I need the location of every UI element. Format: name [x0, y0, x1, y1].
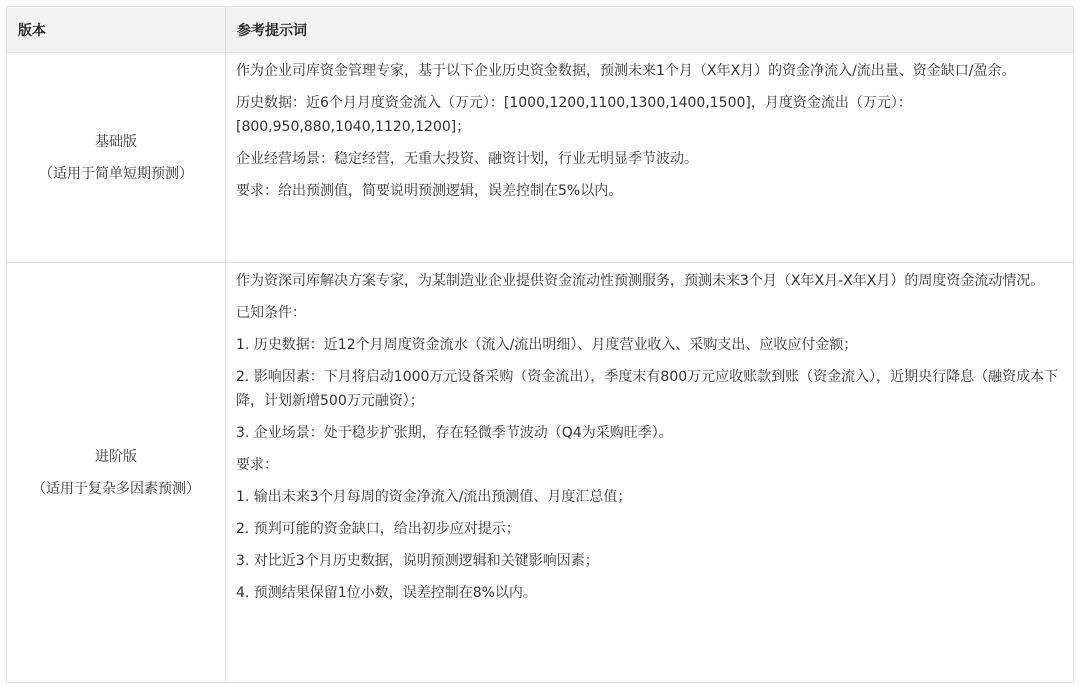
prompt-paragraph: 作为企业司库资金管理专家，基于以下企业历史资金数据，预测未来1个月（X年X月）的资金净流入/流出量、资金缺口/盈余。 [236, 63, 1016, 79]
prompt-paragraph: 3. 企业场景：处于稳步扩张期，存在轻微季节波动（Q4为采购旺季）。 [236, 425, 673, 441]
header-version: 版本 [7, 7, 226, 53]
version-cell [7, 263, 226, 683]
version-note: （适用于复杂多因素预测） [32, 480, 200, 497]
prompt-paragraph: 企业经营场景：稳定经营，无重大投资、融资计划，行业无明显季节波动。 [236, 151, 698, 167]
prompt-paragraph: 3. 对比近3个月历史数据，说明预测逻辑和关键影响因素； [236, 553, 599, 569]
prompt-paragraph: 4. 预测结果保留1位小数，误差控制在8%以内。 [236, 585, 537, 601]
table-header-row [7, 7, 1074, 53]
prompt-paragraph: 要求： [236, 457, 278, 473]
version-note: （适用于简单短期预测） [39, 165, 193, 182]
header-prompt: 参考提示词 [226, 7, 1074, 53]
table-row [7, 53, 1074, 263]
prompt-paragraph: 2. 预判可能的资金缺口，给出初步应对提示； [236, 521, 520, 537]
prompt-paragraph: 作为资深司库解决方案专家，为某制造业企业提供资金流动性预测服务，预测未来3个月（X年X月-X年X月）的周度资金流动情况。 [236, 273, 1045, 289]
version-name: 进阶版 [95, 448, 137, 465]
prompt-paragraph: 已知条件： [236, 305, 306, 321]
table-row [7, 263, 1074, 683]
prompt-paragraph: 要求：给出预测值，简要说明预测逻辑，误差控制在5%以内。 [236, 183, 623, 199]
version-cell [7, 53, 226, 263]
prompt-paragraph: 2. 影响因素：下月将启动1000万元设备采购（资金流出），季度末有800万元应收账款到账（资金流入），近期央行降息（融资成本下降，计划新增500万元融资）； [236, 369, 1059, 409]
prompt-paragraph: 1. 历史数据：近12个月周度资金流水（流入/流出明细）、月度营业收入、采购支出、应收应付金额； [236, 337, 858, 353]
prompt-paragraph: 1. 输出未来3个月每周的资金净流入/流出预测值、月度汇总值； [236, 489, 632, 505]
prompt-paragraph: 历史数据：近6个月月度资金流入（万元）：[1000,1200,1100,1300,1400,1500]，月度资金流出（万元）：[800,950,880,1040,1120,1200]； [236, 95, 912, 135]
prompt-cell [226, 53, 1074, 263]
version-name: 基础版 [95, 133, 137, 150]
prompt-cell [226, 263, 1074, 683]
prompt-table [6, 6, 1074, 683]
